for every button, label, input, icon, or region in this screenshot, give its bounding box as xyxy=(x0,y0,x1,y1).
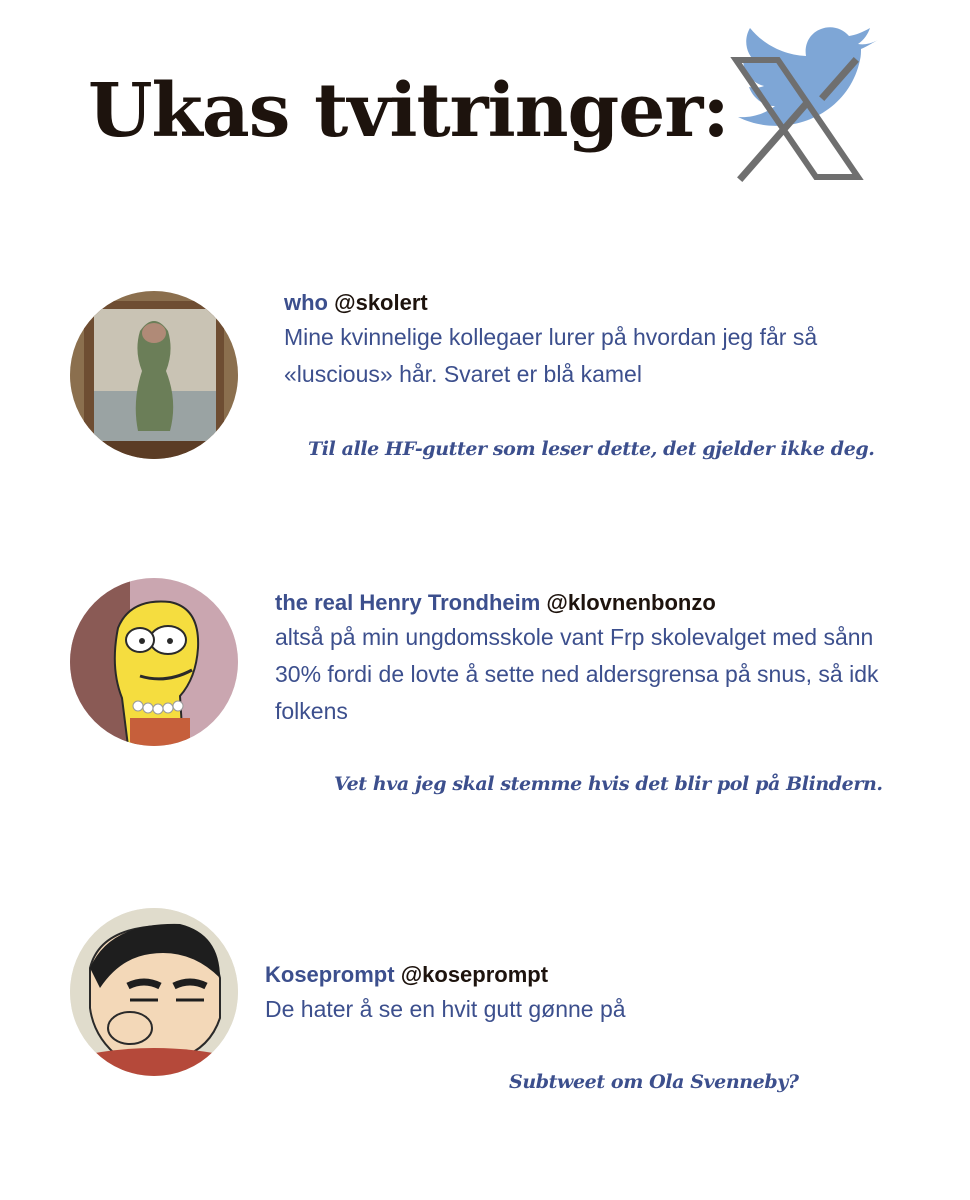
twitter-x-logo-icon xyxy=(728,22,888,187)
user-handle: @skolert xyxy=(334,290,428,315)
tweet-text: altså på min ungdomsskole vant Frp skolevalget med sånn 30% fordi de lovte å sette ned aldersgrensa på snus, så idk folkens xyxy=(275,624,879,724)
avatar xyxy=(70,291,238,459)
editor-comment: Til alle HF-gutter som leser dette, det gjelder ikke deg. xyxy=(308,438,875,460)
tweet-author xyxy=(284,286,884,319)
tweet-text: De hater å se en hvit gutt gønne på xyxy=(265,996,626,1022)
display-name: Koseprompt xyxy=(265,962,395,987)
tweet-author xyxy=(275,586,915,619)
avatar xyxy=(70,908,238,1076)
display-name: the real Henry Trondheim xyxy=(275,590,541,615)
twitter-bird-icon xyxy=(738,27,878,126)
tweet-text: Mine kvinnelige kollegaer lurer på hvordan jeg får så «luscious» hår. Svaret er blå kamel xyxy=(284,324,818,387)
user-handle: @koseprompt xyxy=(400,962,549,987)
user-handle: @klovnenbonzo xyxy=(546,590,716,615)
tweet-author xyxy=(265,958,865,991)
editor-comment: Vet hva jeg skal stemme hvis det blir pol på Blindern. xyxy=(334,773,883,795)
page-title: Ukas tvitringer: xyxy=(88,68,729,154)
display-name: who xyxy=(284,290,328,315)
avatar xyxy=(70,578,238,746)
editor-comment: Subtweet om Ola Svenneby? xyxy=(509,1071,799,1093)
